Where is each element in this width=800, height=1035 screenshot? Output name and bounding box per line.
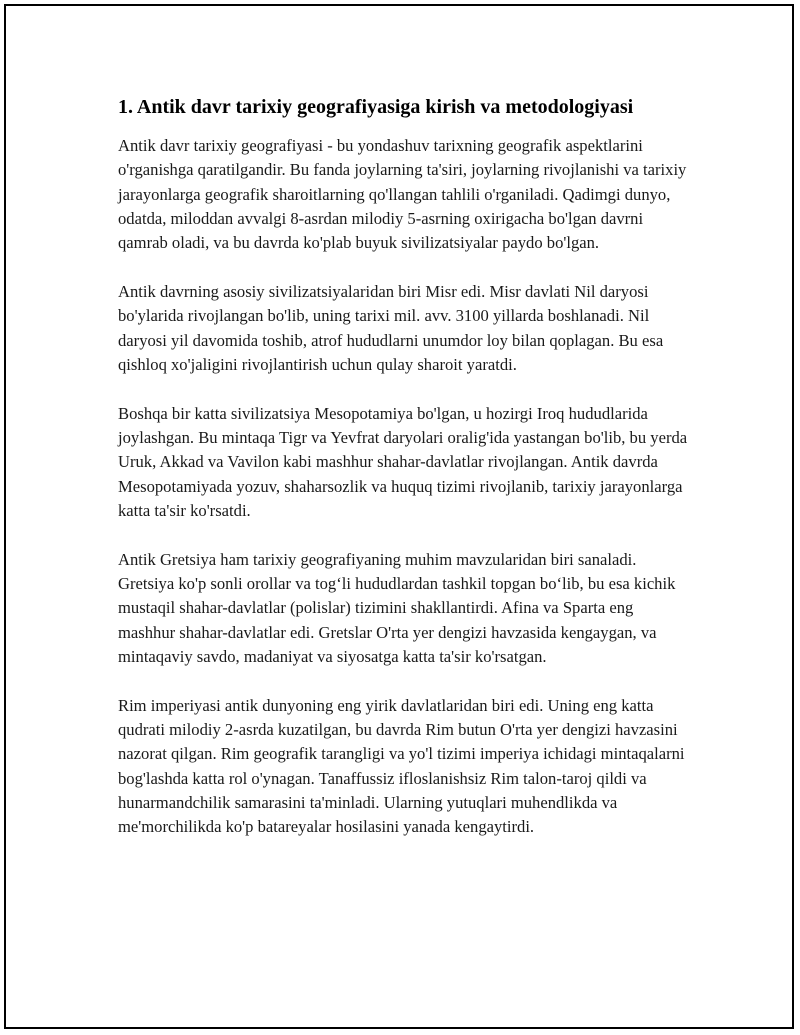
paragraph-rome: Rim imperiyasi antik dunyoning eng yirik davlatlaridan biri edi. Uning eng katta qudrati milodiy 2-asrda kuzatilgan, bu davrda Rim butun O'rta yer dengizi havzasini nazorat qilgan. Rim geografik tarangligi va yo'l tizimi imperiya ichidagi mintaqalarni bog'lashda katta rol o'ynagan. Tanaffussiz ifloslanishsiz Rim talon-taroj qildi va hunarmandchilik samarasini ta'minladi. Ularning yutuqlari muhendlikda va me'morchilikda ko'p batareyalar hosilasini yanada kengaytirdi. [118, 695, 685, 837]
paragraph-mesopotamia: Boshqa bir katta sivilizatsiya Mesopotamiya bo'lgan, u hozirgi Iroq hududlarida joylashgan. Bu mintaqa Tigr va Yevfrat daryolari oralig'ida yastangan bo'lib, bu yerda Uruk, Akkad va Vavilon kabi mashhur shahar-davlatlar rivojlangan. Antik davrda Mesopotamiyada yozuv, shaharsozlik va huquq tizimi rivojlanib, tarixiy jarayonlarga katta ta'sir ko'rsatdi. [118, 403, 688, 520]
paragraph-greece: Antik Gretsiya ham tarixiy geografiyaning muhim mavzularidan biri sanaladi. Gretsiya ko'p sonli orollar va tog‘li hududlardan tashkil topgan bo‘lib, bu esa kichik mustaqil shahar-davlatlar (polislar) tizimini shakllantirdi. Afina va Sparta eng mashhur shahar-davlatlar edi. Gretslar O'rta yer dengizi havzasida kengaygan, va mintaqaviy savdo, madaniyat va siyosatga katta ta'sir ko'rsatgan. [118, 549, 676, 666]
document-title: 1. Antik davr tarixiy geografiyasiga kirish va metodologiyasi [118, 96, 634, 118]
paragraph-intro: Antik davr tarixiy geografiyasi - bu yondashuv tarixning geografik aspektlarini o'rganishga qaratilgandir. Bu fanda joylarning ta'siri, joylarning rivojlanishi va tarixiy jarayonlarga geografik sharoitlarning qo'llangan tahlili o'rganiladi. Qadimgi dunyo, odatda, miloddan avvalgi 8-asrdan milodiy 5-asrning oxirigacha bo'lgan davrni qamrab oladi, va bu davrda ko'plab buyuk sivilizatsiyalar paydo bo'lgan. [118, 136, 687, 253]
document-body [118, 92, 688, 864]
paragraph-egypt: Antik davrning asosiy sivilizatsiyalaridan biri Misr edi. Misr davlati Nil daryosi bo'ylarida rivojlangan bo'lib, uning tarixi mil. avv. 3100 yillarda boshlanadi. Nil daryosi yil davomida toshib, atrof hududlarni unumdor loy bilan qoplagan. Bu esa qishloq xo'jaligini rivojlantirish uchun qulay sharoit yaratdi. [118, 281, 664, 374]
